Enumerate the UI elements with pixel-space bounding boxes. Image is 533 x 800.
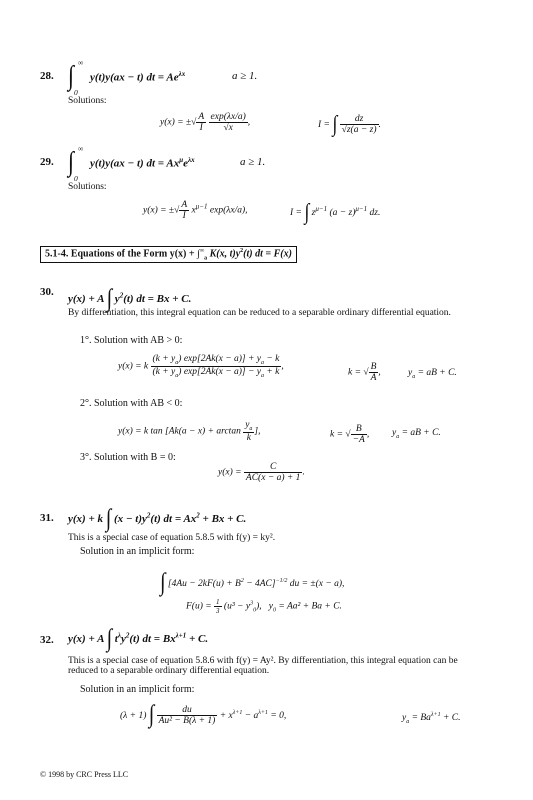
eq32-description: This is a special case of equation 5.8.6 with f(y) = Ay². By differentiation, this integral equation can be reduced to a separable ordinary differential equation. bbox=[68, 656, 458, 676]
eq31-description: This is a special case of equation 5.8.5 with f(y) = ky². bbox=[68, 533, 276, 543]
copyright-footer: © 1998 by CRC Press LLC bbox=[40, 770, 129, 779]
case1-solution: y(x) = k $\frac{(k + y_a) \exp[2Ak(x - a)] + y_a - k}{(k + y_a) \exp[2Ak(x - a)] - y_a + k}$ , bbox=[118, 354, 284, 379]
integral-sign: ∫ bbox=[68, 59, 75, 91]
case2-k: k = √ $\frac{B}{-A}$ , bbox=[330, 424, 370, 445]
case3-solution: y(x) = $\frac{C}{AC(x - a) + 1}$ . bbox=[218, 462, 305, 483]
case2-solution: y(x) = k tan [Ak(a − x) + arctan $\frac{y_a}{k}$ ], bbox=[118, 420, 261, 443]
case2-label: 2°. Solution with AB < 0: bbox=[80, 398, 183, 409]
eq31-solution-label: Solution in an implicit form: bbox=[80, 546, 195, 557]
solution-28: y(x) = ±√ $\frac{A}{I}$ $\frac{\exp(\lambda x/a)}{√x}$ , bbox=[160, 112, 251, 133]
equation-30: y(x) + A ∫ $y^2(t)$ dt = Bx + C. bbox=[68, 284, 192, 313]
condition: a ≥ 1. bbox=[232, 70, 258, 82]
integral-I-28: I = ∫ $\frac{dz}{√z(a - z)}$ . bbox=[318, 110, 381, 136]
eq31-implicit-integral: ∫ $[4Au - 2kF(u) + B^2 - 4AC]^{-1/2}$ du = ±(x − a), bbox=[160, 568, 345, 597]
solutions-label: Solutions: bbox=[68, 182, 107, 192]
solutions-label: Solutions: bbox=[68, 96, 107, 106]
upper-limit: ∞ bbox=[78, 144, 84, 153]
lower-limit: 0 bbox=[74, 88, 78, 97]
equation-31: y(x) + k ∫ $(x - t)y^2(t)$ dt = $Ax^2 + Bx + C$. bbox=[68, 504, 247, 533]
eq32-solution-label: Solution in an implicit form: bbox=[80, 684, 195, 695]
condition: a ≥ 1. bbox=[240, 156, 266, 168]
integral-I-29: I = ∫ $z^{\mu-1}$ $(a - z)^{\mu-1}$ dz. bbox=[290, 198, 381, 224]
solution-29: y(x) = ±√ $\frac{A}{I}$ $x^{\mu-1}$ exp(λx/a), bbox=[143, 200, 248, 221]
equation-29-lhs: y(t)y(ax − t) dt = $Ax^\mu e^{\lambda x}$ bbox=[90, 156, 195, 170]
equation-number-32: 32. bbox=[40, 634, 54, 646]
upper-limit: ∞ bbox=[78, 58, 84, 67]
case1-k: k = √ $\frac{B}{A}$ , bbox=[348, 362, 381, 383]
equation-32: y(x) + A ∫ $t^\lambda y^2(t)$ dt = $Bx^{\lambda+1} + C$. bbox=[68, 624, 209, 653]
eq31-F-definition: F(u) = $\frac{1}{3}$ $(u^3 - y^3_0)$, $y_0 = Aa^2 + Ba + C$. bbox=[186, 598, 342, 615]
integral-sign: ∫ bbox=[68, 145, 75, 177]
equation-number-31: 31. bbox=[40, 512, 54, 524]
case3-label: 3°. Solution with B = 0: bbox=[80, 452, 176, 463]
eq32-implicit-solution: (λ + 1) ∫ $\frac{du}{\text{Au² − B(λ + 1)}}$ + $x^{\lambda+1} - a^{\lambda+1} = 0$, bbox=[120, 700, 287, 729]
section-header: 5.1-4. Equations of the Form $y(x) + \int^\infty_a$ K(x, $t)y^2(t)$ dt = F(x) bbox=[40, 246, 297, 263]
equation-28-lhs: y(t)y(ax − t) dt = $Ae^{\lambda x}$ bbox=[90, 70, 186, 84]
eq32-ya: $y_a = Ba^{\lambda+1} + C$. bbox=[402, 712, 461, 726]
eq30-description: By differentiation, this integral equation can be reduced to a separable ordinary differential equation. bbox=[68, 308, 451, 318]
equation-number-28: 28. bbox=[40, 70, 54, 82]
equation-number-30: 30. bbox=[40, 286, 54, 298]
lower-limit: 0 bbox=[74, 174, 78, 183]
case1-label: 1°. Solution with AB > 0: bbox=[80, 335, 183, 346]
case1-ya: $y_a$ = aB + C. bbox=[408, 368, 457, 380]
equation-number-29: 29. bbox=[40, 156, 54, 168]
case2-ya: $y_a$ = aB + C. bbox=[392, 428, 441, 440]
